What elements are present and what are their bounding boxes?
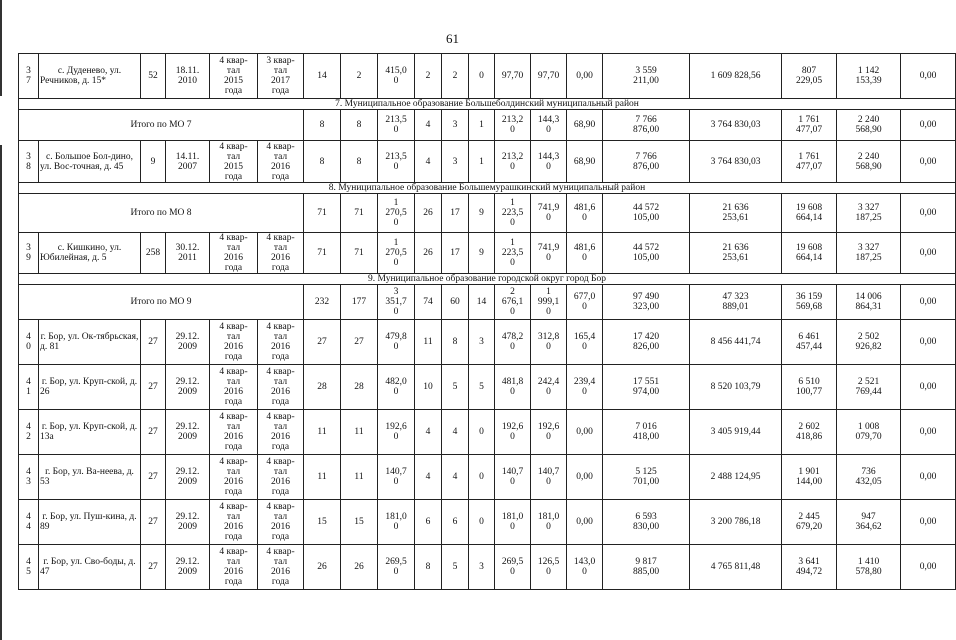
address-cell: г. Бор, ул. Круп-ской, д. 26 (39, 365, 141, 410)
cell: 4 (442, 410, 469, 455)
page-number: 61 (446, 31, 459, 46)
cell: 2 676,1 0 (495, 285, 531, 320)
quarter-cell: 4 квар- тал 2015 года (210, 141, 258, 183)
cell: 0,00 (901, 141, 956, 183)
cell: 6 461 457,44 (782, 320, 837, 365)
cell: 27 (141, 545, 166, 590)
cell: 482,0 0 (378, 365, 415, 410)
subtotal-row (19, 285, 956, 320)
housing-program-table (18, 53, 956, 590)
cell: 177 (341, 285, 378, 320)
cell: 7 766 876,00 (603, 110, 690, 141)
cell: 0,00 (567, 455, 603, 500)
cell: 741,9 0 (531, 194, 567, 233)
cell: 3 351,7 0 (378, 285, 415, 320)
cell: 0,00 (901, 455, 956, 500)
cell: 0 (469, 410, 495, 455)
cell: 677,0 0 (567, 285, 603, 320)
subtotal-label: Итого по МО 7 (19, 110, 304, 141)
cell: 14 (469, 285, 495, 320)
address-cell: г. Бор, ул. Круп-ской, д. 13а (39, 410, 141, 455)
cell: 807 229,05 (782, 54, 837, 99)
cell: 0,00 (901, 545, 956, 590)
quarter-cell: 4 квар- тал 2016 года (210, 365, 258, 410)
cell: 181,0 0 (495, 500, 531, 545)
row-number: 4 3 (19, 455, 39, 500)
cell: 11 (304, 455, 341, 500)
quarter-cell: 4 квар- тал 2016 года (258, 365, 304, 410)
subtotal-label: Итого по МО 9 (19, 285, 304, 320)
cell: 4 (415, 110, 442, 141)
subtotal-row (19, 194, 956, 233)
cell: 71 (341, 194, 378, 233)
address-cell: с. Кишкино, ул. Юбилейная, д. 5 (39, 233, 141, 274)
section-title: 9. Муниципальное образование городской округ город Бор (19, 274, 956, 285)
cell: 9 (141, 141, 166, 183)
cell: 17 551 974,00 (603, 365, 690, 410)
cell: 15 (304, 500, 341, 545)
cell: 4 (415, 410, 442, 455)
cell: 1 609 828,56 (690, 54, 782, 99)
cell: 1 270,5 0 (378, 233, 415, 274)
table-row (19, 455, 956, 500)
quarter-cell: 4 квар- тал 2016 года (210, 320, 258, 365)
quarter-cell: 4 квар- тал 2016 года (210, 500, 258, 545)
cell: 0,00 (901, 285, 956, 320)
quarter-cell: 3 квар- тал 2017 года (258, 54, 304, 99)
date-cell: 29.12. 2009 (166, 500, 210, 545)
cell: 0,00 (567, 410, 603, 455)
cell: 144,3 0 (531, 110, 567, 141)
cell: 7 016 418,00 (603, 410, 690, 455)
cell: 44 572 105,00 (603, 194, 690, 233)
cell: 3 (469, 320, 495, 365)
table-row (19, 410, 956, 455)
cell: 2 (415, 54, 442, 99)
row-number: 4 1 (19, 365, 39, 410)
cell: 3 405 919,44 (690, 410, 782, 455)
cell: 181,0 0 (531, 500, 567, 545)
cell: 3 (442, 110, 469, 141)
address-cell: с. Большое Бол-дино, ул. Вос-точная, д. 45 (39, 141, 141, 183)
cell: 60 (442, 285, 469, 320)
cell: 3 641 494,72 (782, 545, 837, 590)
cell: 11 (341, 410, 378, 455)
quarter-cell: 4 квар- тал 2016 года (258, 410, 304, 455)
date-cell: 29.12. 2009 (166, 410, 210, 455)
table-row (19, 365, 956, 410)
cell: 0,00 (901, 320, 956, 365)
cell: 5 125 701,00 (603, 455, 690, 500)
cell: 2 240 568,90 (837, 110, 901, 141)
section-header-row (19, 183, 956, 194)
cell: 11 (304, 410, 341, 455)
cell: 19 608 664,14 (782, 233, 837, 274)
cell: 10 (415, 365, 442, 410)
cell: 3 (469, 545, 495, 590)
cell: 213,2 0 (495, 141, 531, 183)
cell: 213,5 0 (378, 110, 415, 141)
cell: 736 432,05 (837, 455, 901, 500)
cell: 2 502 926,82 (837, 320, 901, 365)
cell: 68,90 (567, 110, 603, 141)
cell: 0,00 (901, 194, 956, 233)
cell: 6 593 830,00 (603, 500, 690, 545)
cell: 71 (304, 233, 341, 274)
cell: 140,7 0 (495, 455, 531, 500)
cell: 8 (304, 110, 341, 141)
cell: 239,4 0 (567, 365, 603, 410)
cell: 27 (341, 320, 378, 365)
cell: 258 (141, 233, 166, 274)
date-cell: 29.12. 2009 (166, 320, 210, 365)
quarter-cell: 4 квар- тал 2016 года (258, 455, 304, 500)
cell: 71 (341, 233, 378, 274)
cell: 2 488 124,95 (690, 455, 782, 500)
quarter-cell: 4 квар- тал 2016 года (210, 545, 258, 590)
subtotal-label: Итого по МО 8 (19, 194, 304, 233)
cell: 1 410 578,80 (837, 545, 901, 590)
cell: 3 764 830,03 (690, 110, 782, 141)
quarter-cell: 4 квар- тал 2016 года (210, 410, 258, 455)
cell: 478,2 0 (495, 320, 531, 365)
cell: 6 (415, 500, 442, 545)
cell: 415,0 0 (378, 54, 415, 99)
cell: 27 (141, 455, 166, 500)
row-number: 4 0 (19, 320, 39, 365)
cell: 4 (415, 141, 442, 183)
cell: 1 999,1 0 (531, 285, 567, 320)
date-cell: 29.12. 2009 (166, 545, 210, 590)
cell: 14 006 864,31 (837, 285, 901, 320)
cell: 2 602 418,86 (782, 410, 837, 455)
cell: 144,3 0 (531, 141, 567, 183)
quarter-cell: 4 квар- тал 2016 года (258, 500, 304, 545)
cell: 1 008 079,70 (837, 410, 901, 455)
address-cell: с. Дуденево, ул. Речников, д. 15* (39, 54, 141, 99)
cell: 9 817 885,00 (603, 545, 690, 590)
cell: 27 (141, 410, 166, 455)
cell: 47 323 889,01 (690, 285, 782, 320)
section-header-row (19, 99, 956, 110)
cell: 0 (469, 54, 495, 99)
cell: 8 (304, 141, 341, 183)
cell: 0,00 (567, 500, 603, 545)
cell: 213,5 0 (378, 141, 415, 183)
cell: 1 223,5 0 (495, 233, 531, 274)
cell: 19 608 664,14 (782, 194, 837, 233)
cell: 27 (141, 500, 166, 545)
cell: 481,8 0 (495, 365, 531, 410)
cell: 4 (415, 455, 442, 500)
address-cell: г. Бор, ул. Пуш-кина, д. 89 (39, 500, 141, 545)
cell: 8 (415, 545, 442, 590)
cell: 3 200 786,18 (690, 500, 782, 545)
binding-edge (0, 0, 2, 96)
row-number: 4 2 (19, 410, 39, 455)
quarter-cell: 4 квар- тал 2016 года (210, 233, 258, 274)
cell: 14 (304, 54, 341, 99)
cell: 44 572 105,00 (603, 233, 690, 274)
cell: 5 (469, 365, 495, 410)
cell: 242,4 0 (531, 365, 567, 410)
cell: 21 636 253,61 (690, 194, 782, 233)
table-row (19, 54, 956, 99)
cell: 181,0 0 (378, 500, 415, 545)
cell: 481,6 0 (567, 233, 603, 274)
cell: 0,00 (901, 500, 956, 545)
cell: 28 (304, 365, 341, 410)
cell: 8 (442, 320, 469, 365)
cell: 9 (469, 194, 495, 233)
cell: 9 (469, 233, 495, 274)
cell: 481,6 0 (567, 194, 603, 233)
cell: 165,4 0 (567, 320, 603, 365)
date-cell: 29.12. 2009 (166, 455, 210, 500)
cell: 6 (442, 500, 469, 545)
quarter-cell: 4 квар- тал 2016 года (258, 320, 304, 365)
quarter-cell: 4 квар- тал 2016 года (258, 233, 304, 274)
date-cell: 30.12. 2011 (166, 233, 210, 274)
cell: 3 559 211,00 (603, 54, 690, 99)
cell: 4 765 811,48 (690, 545, 782, 590)
cell: 1 270,5 0 (378, 194, 415, 233)
cell: 1 (469, 141, 495, 183)
cell: 2 521 769,44 (837, 365, 901, 410)
cell: 27 (141, 365, 166, 410)
quarter-cell: 4 квар- тал 2016 года (258, 141, 304, 183)
cell: 17 (442, 194, 469, 233)
address-cell: г. Бор, ул. Сво-боды, д. 47 (39, 545, 141, 590)
cell: 479,8 0 (378, 320, 415, 365)
cell: 6 510 100,77 (782, 365, 837, 410)
cell: 28 (341, 365, 378, 410)
cell: 1 761 477,07 (782, 141, 837, 183)
cell: 2 (442, 54, 469, 99)
cell: 0 (469, 455, 495, 500)
table-row (19, 500, 956, 545)
cell: 1 901 144,00 (782, 455, 837, 500)
table-row (19, 141, 956, 183)
cell: 269,5 0 (378, 545, 415, 590)
cell: 192,6 0 (531, 410, 567, 455)
quarter-cell: 4 квар- тал 2016 года (258, 545, 304, 590)
cell: 192,6 0 (495, 410, 531, 455)
cell: 2 240 568,90 (837, 141, 901, 183)
cell: 1 761 477,07 (782, 110, 837, 141)
cell: 97 490 323,00 (603, 285, 690, 320)
cell: 3 327 187,25 (837, 233, 901, 274)
cell: 2 445 679,20 (782, 500, 837, 545)
cell: 8 520 103,79 (690, 365, 782, 410)
cell: 947 364,62 (837, 500, 901, 545)
cell: 26 (304, 545, 341, 590)
cell: 4 (442, 455, 469, 500)
cell: 143,0 0 (567, 545, 603, 590)
cell: 1 142 153,39 (837, 54, 901, 99)
cell: 213,2 0 (495, 110, 531, 141)
cell: 11 (415, 320, 442, 365)
cell: 17 (442, 233, 469, 274)
cell: 3 (442, 141, 469, 183)
cell: 21 636 253,61 (690, 233, 782, 274)
cell: 232 (304, 285, 341, 320)
subtotal-row (19, 110, 956, 141)
binding-edge (0, 145, 2, 640)
date-cell: 18.11. 2010 (166, 54, 210, 99)
cell: 5 (442, 365, 469, 410)
cell: 97,70 (495, 54, 531, 99)
address-cell: г. Бор, ул. Ва-неева, д. 53 (39, 455, 141, 500)
cell: 269,5 0 (495, 545, 531, 590)
row-number: 4 4 (19, 500, 39, 545)
date-cell: 14.11. 2007 (166, 141, 210, 183)
cell: 0,00 (901, 410, 956, 455)
cell: 0,00 (901, 365, 956, 410)
cell: 5 (442, 545, 469, 590)
cell: 52 (141, 54, 166, 99)
cell: 68,90 (567, 141, 603, 183)
row-number: 3 9 (19, 233, 39, 274)
cell: 7 766 876,00 (603, 141, 690, 183)
row-number: 3 7 (19, 54, 39, 99)
cell: 17 420 826,00 (603, 320, 690, 365)
cell: 97,70 (531, 54, 567, 99)
cell: 3 327 187,25 (837, 194, 901, 233)
cell: 741,9 0 (531, 233, 567, 274)
cell: 26 (415, 194, 442, 233)
cell: 1 223,5 0 (495, 194, 531, 233)
quarter-cell: 4 квар- тал 2016 года (210, 455, 258, 500)
cell: 74 (415, 285, 442, 320)
cell: 8 (341, 110, 378, 141)
cell: 0,00 (901, 54, 956, 99)
cell: 1 (469, 110, 495, 141)
table-row (19, 545, 956, 590)
cell: 192,6 0 (378, 410, 415, 455)
quarter-cell: 4 квар- тал 2015 года (210, 54, 258, 99)
cell: 0,00 (567, 54, 603, 99)
cell: 0 (469, 500, 495, 545)
cell: 8 (341, 141, 378, 183)
cell: 27 (304, 320, 341, 365)
row-number: 4 5 (19, 545, 39, 590)
cell: 312,8 0 (531, 320, 567, 365)
cell: 26 (341, 545, 378, 590)
row-number: 3 8 (19, 141, 39, 183)
cell: 27 (141, 320, 166, 365)
section-header-row (19, 274, 956, 285)
cell: 0,00 (901, 233, 956, 274)
cell: 26 (415, 233, 442, 274)
cell: 36 159 569,68 (782, 285, 837, 320)
cell: 140,7 0 (378, 455, 415, 500)
cell: 8 456 441,74 (690, 320, 782, 365)
cell: 11 (341, 455, 378, 500)
cell: 140,7 0 (531, 455, 567, 500)
table-row (19, 320, 956, 365)
cell: 126,5 0 (531, 545, 567, 590)
section-title: 8. Муниципальное образование Большемурашкинский муниципальный район (19, 183, 956, 194)
cell: 71 (304, 194, 341, 233)
table-row (19, 233, 956, 274)
date-cell: 29.12. 2009 (166, 365, 210, 410)
cell: 15 (341, 500, 378, 545)
section-title: 7. Муниципальное образование Большеболдинский муниципальный район (19, 99, 956, 110)
cell: 0,00 (901, 110, 956, 141)
address-cell: г. Бор, ул. Ок-тябрьская, д. 81 (39, 320, 141, 365)
cell: 2 (341, 54, 378, 99)
cell: 3 764 830,03 (690, 141, 782, 183)
